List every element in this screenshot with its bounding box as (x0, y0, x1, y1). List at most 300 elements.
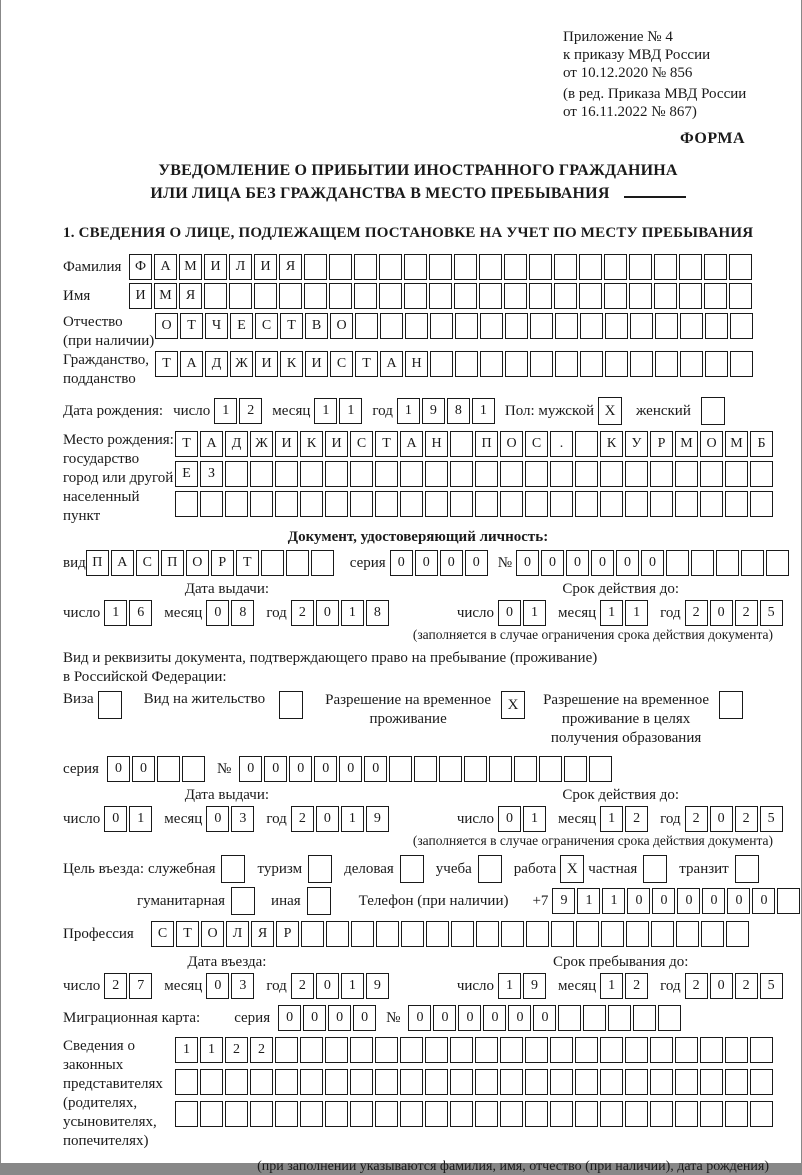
char-cell[interactable]: 2 (104, 973, 127, 999)
char-cell[interactable] (325, 1101, 348, 1127)
char-cell[interactable] (225, 1101, 248, 1127)
char-cell[interactable]: 2 (685, 600, 708, 626)
char-cell[interactable] (204, 283, 227, 309)
char-cell[interactable] (625, 1101, 648, 1127)
char-cell[interactable]: И (305, 351, 328, 377)
char-cell[interactable] (429, 254, 452, 280)
purpose-transit-checkbox[interactable] (735, 855, 759, 883)
char-cell[interactable]: 2 (625, 973, 648, 999)
char-cell[interactable]: 0 (239, 756, 262, 782)
char-cell[interactable] (580, 313, 603, 339)
char-cell[interactable] (701, 921, 724, 947)
char-cell[interactable]: 1 (314, 398, 337, 424)
char-cell[interactable] (380, 313, 403, 339)
char-cell[interactable] (375, 1069, 398, 1095)
char-cell[interactable] (555, 351, 578, 377)
char-cell[interactable]: А (380, 351, 403, 377)
char-cell[interactable]: 2 (685, 806, 708, 832)
char-cell[interactable] (300, 491, 323, 517)
char-cell[interactable]: 0 (206, 806, 229, 832)
char-cell[interactable]: 5 (760, 973, 783, 999)
char-cell[interactable]: К (280, 351, 303, 377)
char-cell[interactable]: 0 (541, 550, 564, 576)
char-cell[interactable]: 1 (214, 398, 237, 424)
char-cell[interactable]: 0 (328, 1005, 351, 1031)
char-cell[interactable] (375, 491, 398, 517)
char-cell[interactable]: 2 (239, 398, 262, 424)
char-cell[interactable]: 0 (710, 806, 733, 832)
char-cell[interactable]: 0 (508, 1005, 531, 1031)
char-cell[interactable]: 0 (677, 888, 700, 914)
char-cell[interactable]: 0 (289, 756, 312, 782)
char-cell[interactable]: Ж (230, 351, 253, 377)
char-cell[interactable] (600, 491, 623, 517)
char-cell[interactable]: О (186, 550, 209, 576)
char-cell[interactable] (700, 1101, 723, 1127)
char-cell[interactable]: 0 (702, 888, 725, 914)
residence-permit-checkbox[interactable] (279, 691, 303, 719)
char-cell[interactable] (304, 254, 327, 280)
char-cell[interactable] (675, 461, 698, 487)
char-cell[interactable]: 1 (341, 973, 364, 999)
char-cell[interactable] (354, 254, 377, 280)
char-cell[interactable]: 8 (366, 600, 389, 626)
char-cell[interactable] (475, 461, 498, 487)
char-cell[interactable] (579, 283, 602, 309)
char-cell[interactable]: Р (650, 431, 673, 457)
char-cell[interactable]: 5 (760, 600, 783, 626)
char-cell[interactable] (680, 351, 703, 377)
char-cell[interactable]: Ч (205, 313, 228, 339)
char-cell[interactable]: 2 (250, 1037, 273, 1063)
char-cell[interactable] (600, 1101, 623, 1127)
char-cell[interactable] (575, 1037, 598, 1063)
char-cell[interactable] (629, 283, 652, 309)
char-cell[interactable]: 0 (316, 806, 339, 832)
char-cell[interactable]: 0 (390, 550, 413, 576)
char-cell[interactable]: 9 (552, 888, 575, 914)
char-cell[interactable] (564, 756, 587, 782)
char-cell[interactable]: 6 (129, 600, 152, 626)
char-cell[interactable] (550, 1037, 573, 1063)
purpose-private-checkbox[interactable] (643, 855, 667, 883)
char-cell[interactable] (550, 1069, 573, 1095)
char-cell[interactable] (554, 283, 577, 309)
char-cell[interactable]: . (550, 431, 573, 457)
char-cell[interactable] (505, 313, 528, 339)
char-cell[interactable] (750, 1069, 773, 1095)
char-cell[interactable] (275, 1101, 298, 1127)
char-cell[interactable] (583, 1005, 606, 1031)
char-cell[interactable] (250, 461, 273, 487)
char-cell[interactable] (730, 351, 753, 377)
char-cell[interactable]: М (725, 431, 748, 457)
char-cell[interactable]: 0 (483, 1005, 506, 1031)
char-cell[interactable]: 2 (735, 600, 758, 626)
char-cell[interactable]: 0 (364, 756, 387, 782)
char-cell[interactable]: И (204, 254, 227, 280)
char-cell[interactable] (604, 254, 627, 280)
char-cell[interactable]: Л (229, 254, 252, 280)
char-cell[interactable] (404, 283, 427, 309)
char-cell[interactable] (625, 1037, 648, 1063)
char-cell[interactable] (575, 1101, 598, 1127)
char-cell[interactable]: 2 (625, 806, 648, 832)
temp-residence-permit-checkbox[interactable]: X (501, 691, 525, 719)
char-cell[interactable] (500, 491, 523, 517)
char-cell[interactable] (225, 1069, 248, 1095)
char-cell[interactable]: 0 (132, 756, 155, 782)
char-cell[interactable] (741, 550, 764, 576)
char-cell[interactable]: 0 (591, 550, 614, 576)
char-cell[interactable] (575, 461, 598, 487)
char-cell[interactable] (479, 254, 502, 280)
char-cell[interactable]: Б (750, 431, 773, 457)
char-cell[interactable]: П (86, 550, 109, 576)
char-cell[interactable] (501, 921, 524, 947)
char-cell[interactable]: 0 (627, 888, 650, 914)
char-cell[interactable]: О (155, 313, 178, 339)
char-cell[interactable] (625, 491, 648, 517)
char-cell[interactable]: Е (230, 313, 253, 339)
char-cell[interactable] (530, 351, 553, 377)
char-cell[interactable] (300, 1101, 323, 1127)
char-cell[interactable]: 0 (533, 1005, 556, 1031)
char-cell[interactable]: У (625, 431, 648, 457)
char-cell[interactable] (658, 1005, 681, 1031)
char-cell[interactable]: И (254, 254, 277, 280)
char-cell[interactable] (350, 1037, 373, 1063)
char-cell[interactable] (300, 1037, 323, 1063)
char-cell[interactable]: 1 (341, 600, 364, 626)
char-cell[interactable] (279, 283, 302, 309)
char-cell[interactable]: Н (405, 351, 428, 377)
char-cell[interactable]: 0 (516, 550, 539, 576)
char-cell[interactable] (529, 283, 552, 309)
char-cell[interactable] (725, 1101, 748, 1127)
char-cell[interactable]: 2 (735, 806, 758, 832)
char-cell[interactable] (600, 461, 623, 487)
char-cell[interactable] (729, 254, 752, 280)
char-cell[interactable]: 0 (408, 1005, 431, 1031)
char-cell[interactable]: П (475, 431, 498, 457)
char-cell[interactable] (350, 1101, 373, 1127)
char-cell[interactable]: Т (280, 313, 303, 339)
char-cell[interactable] (550, 491, 573, 517)
char-cell[interactable] (550, 1101, 573, 1127)
char-cell[interactable]: 1 (200, 1037, 223, 1063)
char-cell[interactable]: 0 (710, 973, 733, 999)
char-cell[interactable] (500, 461, 523, 487)
char-cell[interactable] (651, 921, 674, 947)
char-cell[interactable] (500, 1069, 523, 1095)
char-cell[interactable]: Т (236, 550, 259, 576)
char-cell[interactable] (601, 921, 624, 947)
char-cell[interactable]: 1 (498, 973, 521, 999)
char-cell[interactable] (476, 921, 499, 947)
char-cell[interactable] (530, 313, 553, 339)
char-cell[interactable] (600, 1037, 623, 1063)
char-cell[interactable]: 0 (440, 550, 463, 576)
char-cell[interactable] (254, 283, 277, 309)
char-cell[interactable] (675, 1101, 698, 1127)
char-cell[interactable] (575, 431, 598, 457)
char-cell[interactable]: 2 (685, 973, 708, 999)
char-cell[interactable] (425, 461, 448, 487)
char-cell[interactable] (655, 351, 678, 377)
char-cell[interactable]: А (111, 550, 134, 576)
char-cell[interactable]: Р (211, 550, 234, 576)
char-cell[interactable]: 0 (316, 973, 339, 999)
char-cell[interactable] (301, 921, 324, 947)
char-cell[interactable]: 9 (523, 973, 546, 999)
char-cell[interactable] (429, 283, 452, 309)
char-cell[interactable] (275, 1069, 298, 1095)
char-cell[interactable] (325, 491, 348, 517)
char-cell[interactable]: 1 (397, 398, 420, 424)
char-cell[interactable] (450, 431, 473, 457)
char-cell[interactable] (729, 283, 752, 309)
char-cell[interactable] (404, 254, 427, 280)
char-cell[interactable] (504, 254, 527, 280)
char-cell[interactable]: 1 (600, 806, 623, 832)
char-cell[interactable]: 1 (523, 600, 546, 626)
char-cell[interactable]: Н (425, 431, 448, 457)
char-cell[interactable] (626, 921, 649, 947)
char-cell[interactable] (425, 1101, 448, 1127)
char-cell[interactable] (454, 283, 477, 309)
char-cell[interactable] (679, 254, 702, 280)
char-cell[interactable] (300, 1069, 323, 1095)
char-cell[interactable]: 1 (175, 1037, 198, 1063)
char-cell[interactable] (650, 491, 673, 517)
char-cell[interactable] (475, 1037, 498, 1063)
char-cell[interactable]: 0 (353, 1005, 376, 1031)
char-cell[interactable]: Т (180, 313, 203, 339)
char-cell[interactable] (675, 1037, 698, 1063)
char-cell[interactable]: 0 (206, 973, 229, 999)
char-cell[interactable] (750, 1037, 773, 1063)
char-cell[interactable] (700, 461, 723, 487)
char-cell[interactable]: С (136, 550, 159, 576)
char-cell[interactable]: И (325, 431, 348, 457)
char-cell[interactable] (329, 283, 352, 309)
char-cell[interactable]: Т (175, 431, 198, 457)
char-cell[interactable] (350, 1069, 373, 1095)
char-cell[interactable] (450, 491, 473, 517)
char-cell[interactable] (157, 756, 180, 782)
char-cell[interactable]: 1 (600, 973, 623, 999)
char-cell[interactable]: 9 (366, 806, 389, 832)
char-cell[interactable]: В (305, 313, 328, 339)
char-cell[interactable] (325, 1069, 348, 1095)
char-cell[interactable] (650, 461, 673, 487)
char-cell[interactable]: Р (276, 921, 299, 947)
char-cell[interactable]: А (400, 431, 423, 457)
char-cell[interactable] (354, 283, 377, 309)
char-cell[interactable]: 9 (422, 398, 445, 424)
char-cell[interactable]: 1 (602, 888, 625, 914)
char-cell[interactable] (250, 1101, 273, 1127)
char-cell[interactable] (300, 461, 323, 487)
char-cell[interactable] (633, 1005, 656, 1031)
char-cell[interactable] (229, 283, 252, 309)
char-cell[interactable] (504, 283, 527, 309)
char-cell[interactable]: С (525, 431, 548, 457)
char-cell[interactable] (425, 491, 448, 517)
char-cell[interactable]: Д (205, 351, 228, 377)
char-cell[interactable] (200, 491, 223, 517)
char-cell[interactable]: 0 (433, 1005, 456, 1031)
char-cell[interactable] (700, 491, 723, 517)
char-cell[interactable]: 2 (291, 806, 314, 832)
char-cell[interactable] (575, 491, 598, 517)
char-cell[interactable]: 8 (231, 600, 254, 626)
purpose-work-checkbox[interactable]: X (560, 855, 584, 883)
char-cell[interactable] (379, 254, 402, 280)
char-cell[interactable]: 0 (566, 550, 589, 576)
char-cell[interactable] (479, 283, 502, 309)
char-cell[interactable] (225, 461, 248, 487)
sex-male-checkbox[interactable]: X (598, 397, 622, 425)
char-cell[interactable] (529, 254, 552, 280)
purpose-tourism-checkbox[interactable] (308, 855, 332, 883)
char-cell[interactable] (311, 550, 334, 576)
char-cell[interactable]: 1 (472, 398, 495, 424)
char-cell[interactable] (625, 1069, 648, 1095)
char-cell[interactable] (430, 313, 453, 339)
char-cell[interactable] (576, 921, 599, 947)
char-cell[interactable] (654, 283, 677, 309)
char-cell[interactable]: 0 (498, 806, 521, 832)
char-cell[interactable] (425, 1069, 448, 1095)
char-cell[interactable]: 0 (616, 550, 639, 576)
char-cell[interactable] (750, 491, 773, 517)
char-cell[interactable] (451, 921, 474, 947)
char-cell[interactable] (725, 1069, 748, 1095)
char-cell[interactable] (604, 283, 627, 309)
char-cell[interactable]: 1 (104, 600, 127, 626)
char-cell[interactable]: Т (355, 351, 378, 377)
char-cell[interactable]: Т (155, 351, 178, 377)
char-cell[interactable]: Ж (250, 431, 273, 457)
char-cell[interactable] (389, 756, 412, 782)
char-cell[interactable] (679, 283, 702, 309)
char-cell[interactable] (650, 1037, 673, 1063)
char-cell[interactable]: А (200, 431, 223, 457)
char-cell[interactable] (200, 1101, 223, 1127)
char-cell[interactable] (525, 1069, 548, 1095)
char-cell[interactable]: 1 (339, 398, 362, 424)
char-cell[interactable]: 0 (415, 550, 438, 576)
char-cell[interactable] (539, 756, 562, 782)
char-cell[interactable] (439, 756, 462, 782)
char-cell[interactable]: 7 (129, 973, 152, 999)
char-cell[interactable] (250, 1069, 273, 1095)
char-cell[interactable]: О (330, 313, 353, 339)
char-cell[interactable] (414, 756, 437, 782)
visa-checkbox[interactable] (98, 691, 122, 719)
char-cell[interactable] (500, 1037, 523, 1063)
char-cell[interactable]: П (161, 550, 184, 576)
char-cell[interactable]: 8 (447, 398, 470, 424)
char-cell[interactable] (475, 1101, 498, 1127)
char-cell[interactable] (376, 921, 399, 947)
char-cell[interactable] (250, 491, 273, 517)
char-cell[interactable] (350, 491, 373, 517)
char-cell[interactable] (704, 254, 727, 280)
char-cell[interactable] (680, 313, 703, 339)
char-cell[interactable]: 0 (303, 1005, 326, 1031)
char-cell[interactable] (200, 1069, 223, 1095)
char-cell[interactable] (329, 254, 352, 280)
char-cell[interactable] (716, 550, 739, 576)
char-cell[interactable] (666, 550, 689, 576)
char-cell[interactable]: Я (179, 283, 202, 309)
char-cell[interactable] (600, 1069, 623, 1095)
char-cell[interactable] (526, 921, 549, 947)
char-cell[interactable] (650, 1101, 673, 1127)
char-cell[interactable]: 3 (231, 973, 254, 999)
purpose-official-checkbox[interactable] (221, 855, 245, 883)
char-cell[interactable]: С (255, 313, 278, 339)
char-cell[interactable] (464, 756, 487, 782)
char-cell[interactable] (450, 1069, 473, 1095)
char-cell[interactable]: 0 (458, 1005, 481, 1031)
char-cell[interactable] (608, 1005, 631, 1031)
char-cell[interactable] (379, 283, 402, 309)
purpose-study-checkbox[interactable] (478, 855, 502, 883)
char-cell[interactable]: С (350, 431, 373, 457)
char-cell[interactable] (550, 461, 573, 487)
char-cell[interactable] (175, 1069, 198, 1095)
char-cell[interactable]: 0 (107, 756, 130, 782)
char-cell[interactable]: 0 (104, 806, 127, 832)
char-cell[interactable] (400, 1101, 423, 1127)
char-cell[interactable] (525, 1037, 548, 1063)
char-cell[interactable]: 5 (760, 806, 783, 832)
char-cell[interactable]: А (154, 254, 177, 280)
char-cell[interactable] (675, 491, 698, 517)
char-cell[interactable]: 0 (498, 600, 521, 626)
char-cell[interactable] (605, 313, 628, 339)
char-cell[interactable]: 9 (366, 973, 389, 999)
char-cell[interactable]: Т (176, 921, 199, 947)
char-cell[interactable] (455, 351, 478, 377)
char-cell[interactable] (450, 1037, 473, 1063)
char-cell[interactable] (555, 313, 578, 339)
char-cell[interactable] (777, 888, 800, 914)
char-cell[interactable] (676, 921, 699, 947)
char-cell[interactable]: 2 (225, 1037, 248, 1063)
char-cell[interactable] (405, 313, 428, 339)
char-cell[interactable] (500, 1101, 523, 1127)
purpose-other-checkbox[interactable] (307, 887, 331, 915)
char-cell[interactable]: О (500, 431, 523, 457)
char-cell[interactable]: Д (225, 431, 248, 457)
char-cell[interactable] (605, 351, 628, 377)
char-cell[interactable]: 0 (752, 888, 775, 914)
char-cell[interactable] (455, 313, 478, 339)
char-cell[interactable] (425, 1037, 448, 1063)
char-cell[interactable] (430, 351, 453, 377)
char-cell[interactable] (182, 756, 205, 782)
char-cell[interactable]: 1 (625, 600, 648, 626)
char-cell[interactable] (225, 491, 248, 517)
char-cell[interactable]: 2 (735, 973, 758, 999)
char-cell[interactable] (275, 1037, 298, 1063)
char-cell[interactable]: К (600, 431, 623, 457)
